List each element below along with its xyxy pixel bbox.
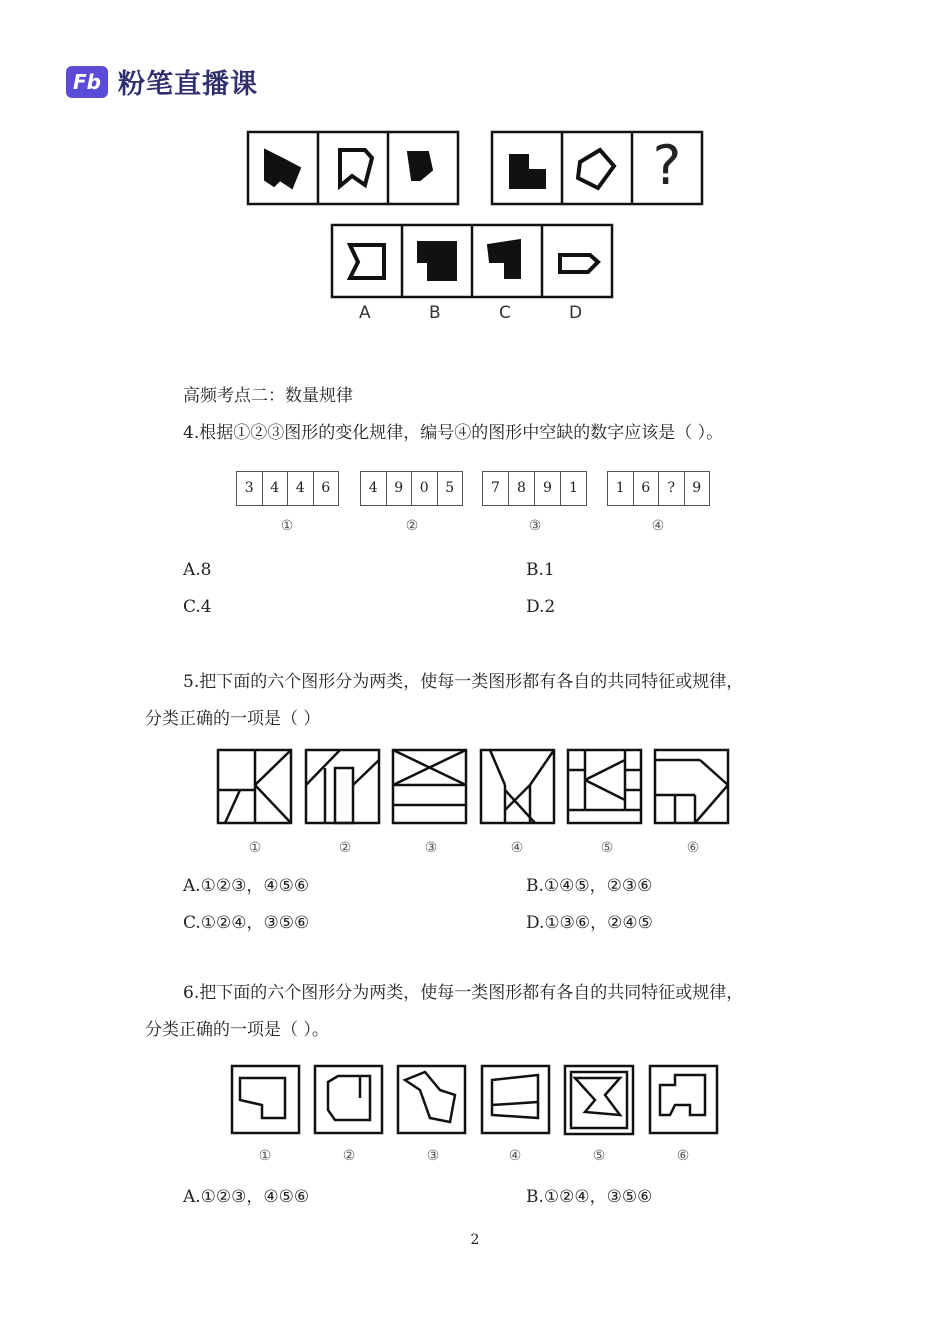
option-letter: C	[499, 303, 511, 323]
section-title: 高频考点二：数量规律	[183, 386, 353, 406]
number-cell: 0	[412, 472, 438, 505]
option-a[interactable]: A.①②③，④⑤⑥	[183, 1187, 310, 1207]
q6-stem-line1: 6.把下面的六个图形分为两类，使每一类图形都有各自的共同特征或规律，	[183, 983, 744, 1003]
option-b[interactable]: B.①④⑤，②③⑥	[526, 876, 653, 896]
figure-label: ①	[280, 518, 294, 534]
brand-name: 粉笔直播课	[118, 69, 258, 100]
option-d[interactable]: D.①③⑥，②④⑤	[526, 913, 653, 933]
option-letter: A	[359, 303, 371, 323]
number-cell: 9	[692, 480, 702, 496]
figure-label: ④	[508, 1148, 522, 1164]
option-c[interactable]: C.①②④，③⑤⑥	[183, 913, 310, 933]
figure-label: ②	[405, 518, 419, 534]
figure-label: ④	[510, 840, 524, 856]
option-letter: B	[429, 303, 441, 323]
number-cell: ?	[659, 472, 685, 505]
option-d[interactable]: D.2	[526, 597, 556, 617]
figure-label: ②	[338, 840, 352, 856]
q5-stem-line1: 5.把下面的六个图形分为两类，使每一类图形都有各自的共同特征或规律，	[183, 672, 744, 692]
figure-label: ③	[424, 840, 438, 856]
q4-stem: 4.根据①②③图形的变化规律，编号④的图形中空缺的数字应该是（ ）。	[183, 423, 724, 443]
figure-label: ⑥	[686, 840, 700, 856]
number-cell: 9	[535, 472, 561, 505]
number-cell: 9	[387, 472, 413, 505]
option-a[interactable]: A.8	[183, 560, 212, 580]
number-box	[236, 471, 339, 506]
option-letter: D	[569, 303, 583, 323]
figure-label: ②	[342, 1148, 356, 1164]
figure-label: ⑥	[676, 1148, 690, 1164]
number-cell: 1	[569, 480, 578, 496]
number-cell: 4	[288, 472, 314, 505]
figure-label: ①	[258, 1148, 272, 1164]
number-box	[607, 471, 710, 506]
figure-label: ⑤	[592, 1148, 606, 1164]
option-b[interactable]: B.1	[526, 560, 555, 580]
page-number: 2	[470, 1232, 480, 1248]
figure-label: ③	[426, 1148, 440, 1164]
q3-sequence-figures	[0, 0, 950, 330]
fb-logo-icon: Fb	[66, 66, 108, 98]
question-mark: ?	[652, 134, 682, 197]
number-box	[360, 471, 463, 506]
number-box	[482, 471, 587, 506]
number-cell: 1	[608, 472, 634, 505]
figure-label: ①	[248, 840, 262, 856]
figure-label: ③	[528, 518, 542, 534]
number-cell: 6	[634, 472, 660, 505]
q5-figures	[0, 740, 950, 860]
number-cell: 4	[263, 472, 289, 505]
q6-figures	[0, 1060, 950, 1160]
figure-label: ④	[651, 518, 665, 534]
number-cell: 6	[321, 480, 331, 496]
number-cell: 7	[483, 472, 509, 505]
number-cell: 5	[445, 480, 455, 496]
number-cell: 4	[361, 472, 387, 505]
option-c[interactable]: C.4	[183, 597, 212, 617]
number-cell: 3	[237, 472, 263, 505]
option-a[interactable]: A.①②③，④⑤⑥	[183, 876, 310, 896]
number-cell: 8	[509, 472, 535, 505]
option-b[interactable]: B.①②④，③⑤⑥	[526, 1187, 653, 1207]
q6-stem-line2: 分类正确的一项是（ ）。	[145, 1020, 329, 1040]
figure-label: ⑤	[600, 840, 614, 856]
q5-stem-line2: 分类正确的一项是（ ）	[145, 709, 321, 729]
